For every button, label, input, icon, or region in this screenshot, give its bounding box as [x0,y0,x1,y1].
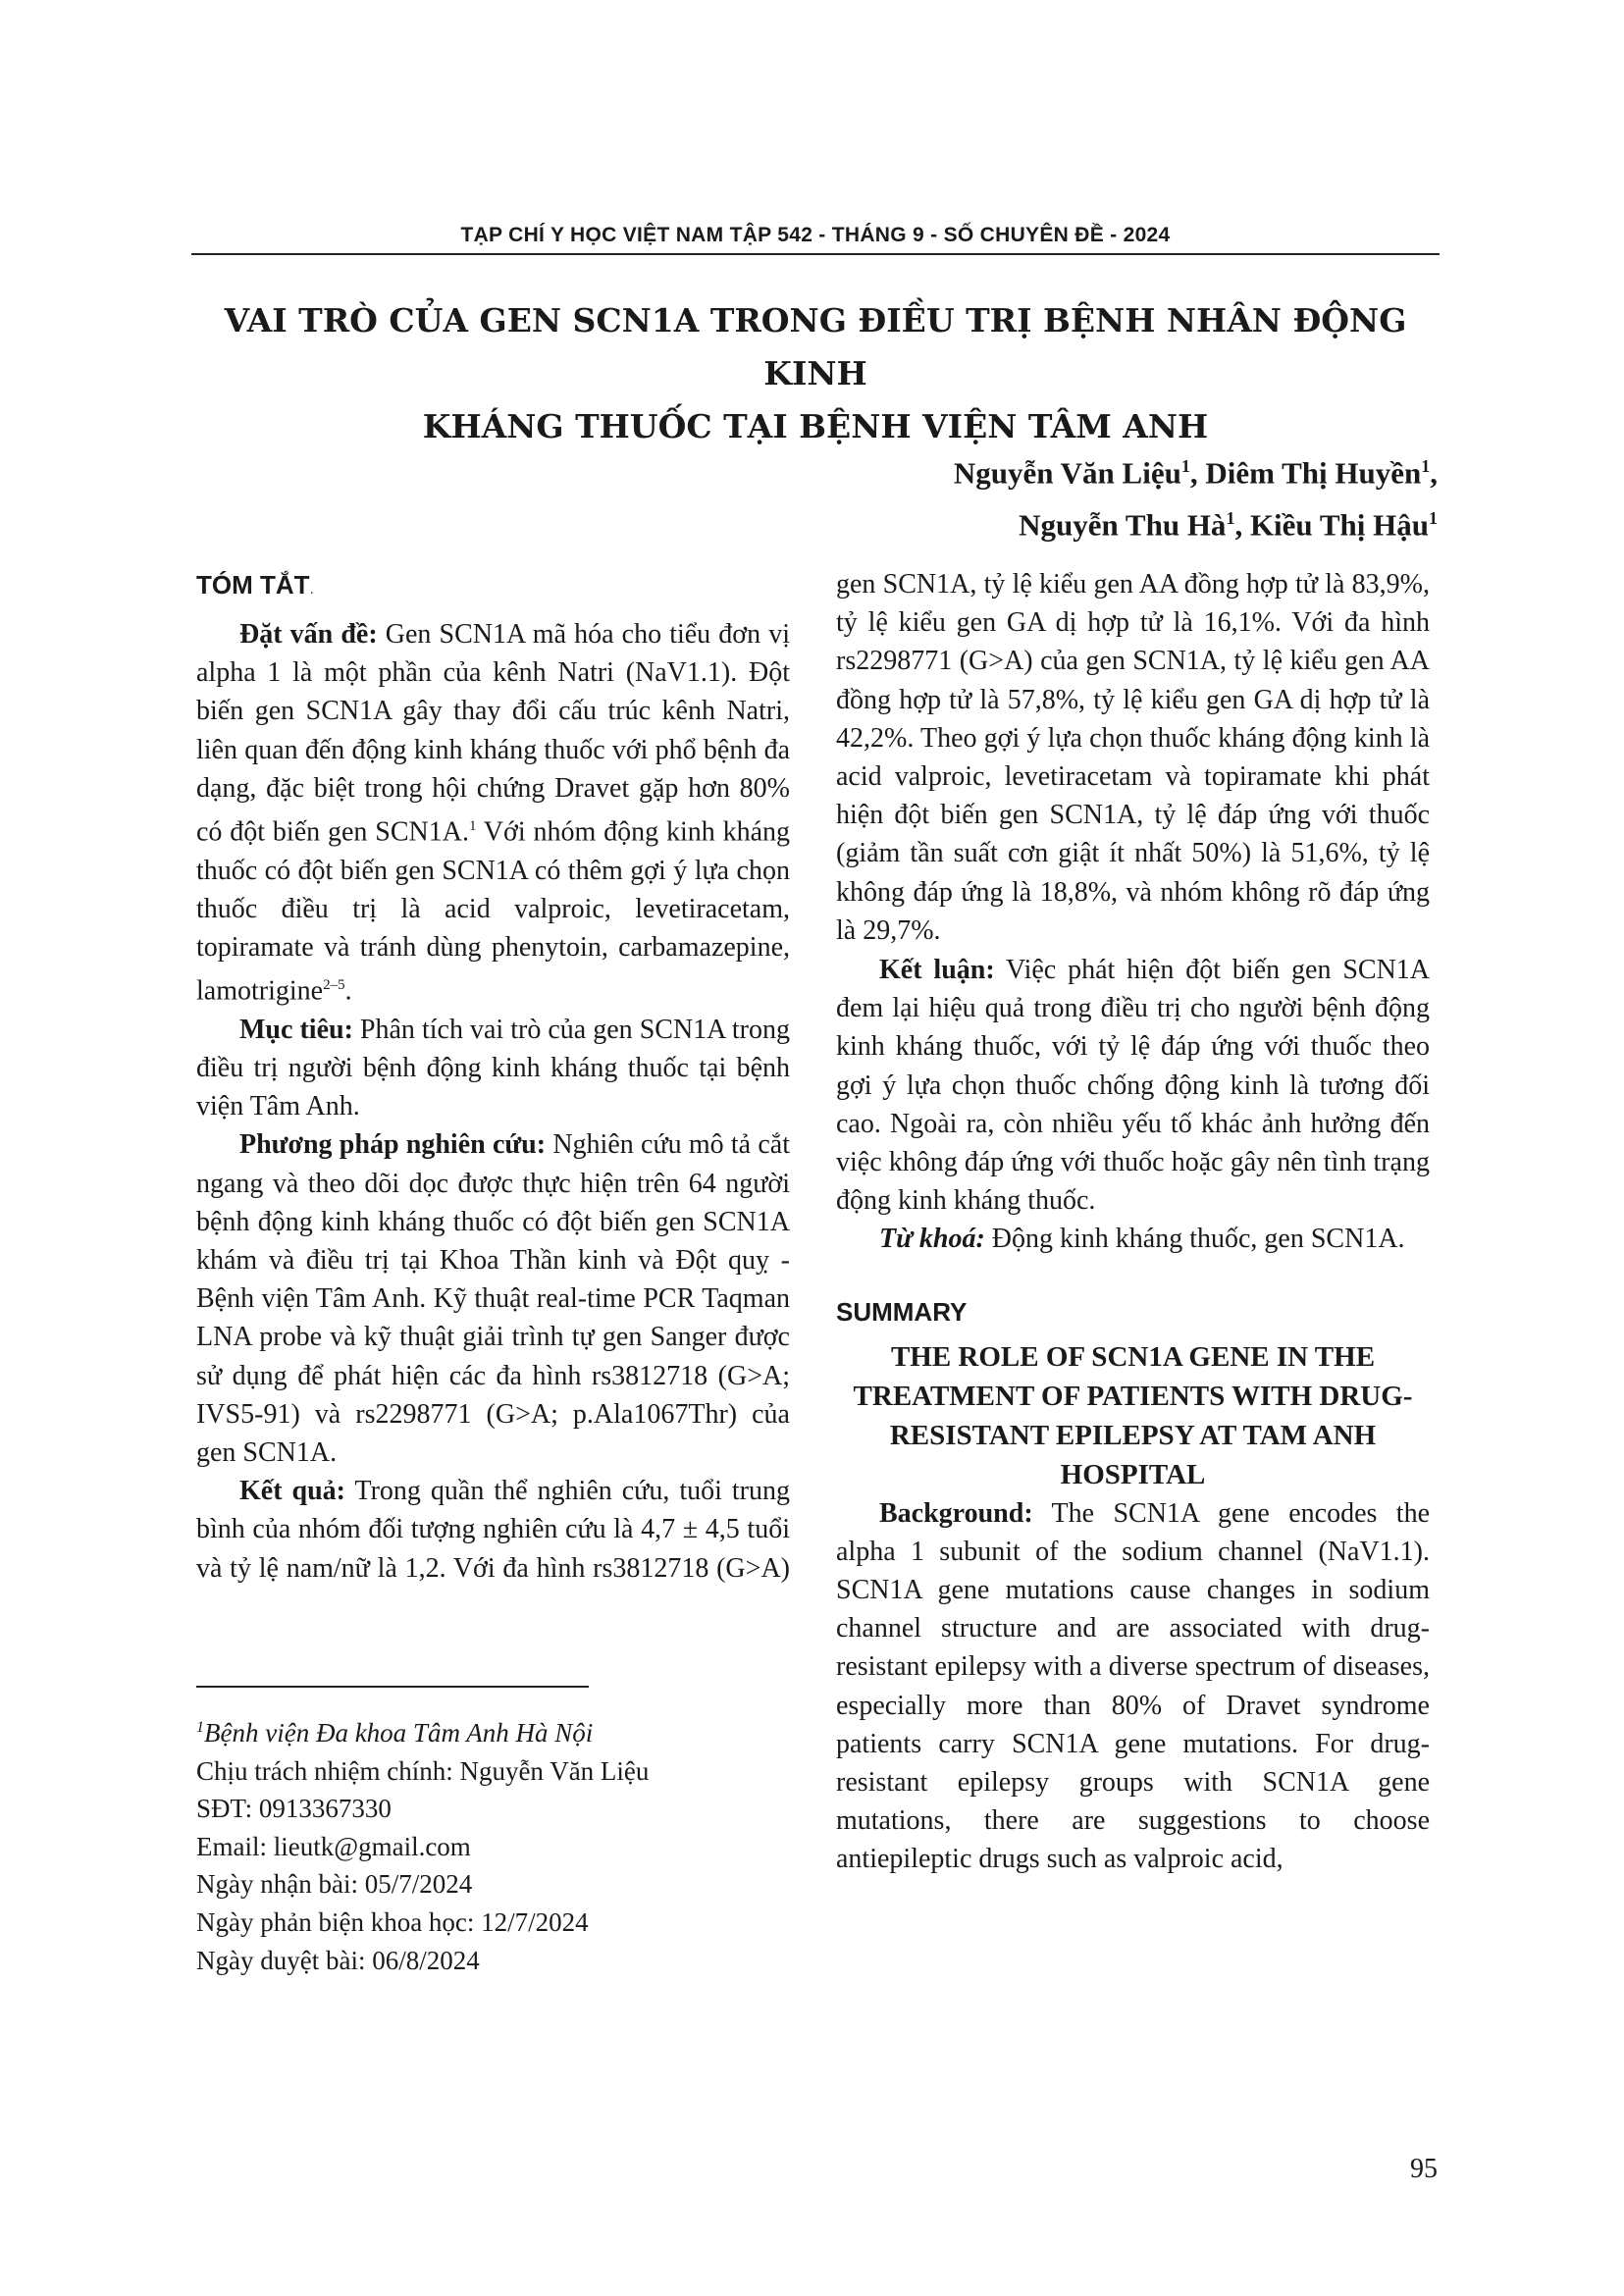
footnote-received: Ngày nhận bài: 05/7/2024 [196,1869,473,1900]
abstract-vi-keywords [836,1220,1430,1258]
footnote-reviewed: Ngày phản biện khoa học: 12/7/2024 [196,1906,589,1937]
abstract-vi-heading-dot: . [309,581,314,598]
author-name: Kiều Thị Hậu [1249,507,1429,543]
footnote-rule [196,1686,589,1688]
author-separator: , [1234,507,1250,543]
background-text: Gen SCN1A mã hóa cho tiểu đơn vị alpha 1 là một phần của kênh Natri (NaV1.1). Đột biến gen SCN1A gây thay đổi cấu trúc kênh Natri, liên quan đến động kinh kháng thuốc với phổ bệnh đa dạng, đặc biệt trong hội chứng Dravet gặp hơn 80% có đột biến gen SCN1A. [196,619,790,848]
author-affiliation-mark: 1 [1429,508,1438,529]
abstract-vi-results-continued [836,565,1430,950]
background-en-label: Background: [879,1497,1033,1529]
background-label: Đặt vấn đề: [239,619,378,650]
author-name: Diêm Thị Huyền [1205,455,1422,491]
author-line-1 [954,444,1438,496]
article-title-line-1: VAI TRÒ CỦA GEN SCN1A TRONG ĐIỀU TRỊ BỆNH NHÂN ĐỘNG KINH [224,301,1407,392]
article-title [191,294,1440,453]
footnote-affiliation [196,1709,805,1752]
summary-heading: SUMMARY [836,1296,968,1327]
abstract-vi-results [196,1472,790,1587]
article-title-line-2: KHÁNG THUỐC TẠI BỆNH VIỆN TÂM ANH [422,407,1209,445]
author-list [954,444,1438,548]
author-line-2 [954,496,1438,548]
keywords-label: Từ khoá: [879,1224,985,1255]
reference-marker: 1 [468,818,477,835]
abstract-vi-conclusion [836,951,1430,1220]
reference-marker: 2–5 [323,977,345,994]
right-column [836,565,1430,1879]
author-affiliation-mark: 1 [1226,508,1235,529]
author-name: Nguyễn Văn Liệu [953,455,1181,491]
author-name: Nguyễn Thu Hà [1019,507,1227,543]
footnote-responsible: Chịu trách nhiệm chính: Nguyễn Văn Liệu [196,1755,650,1786]
footnotes [196,1709,805,1979]
footnote-email: Email: lieutk@gmail.com [196,1831,471,1861]
english-title: THE ROLE OF SCN1A GENE IN THE TREATMENT OF PATIENTS WITH DRUG-RESISTANT EPILEPSY AT TAM ANH HOSPITAL [853,1340,1413,1490]
affiliation-text: Bệnh viện Đa khoa Tâm Anh Hà Nội [204,1718,594,1748]
methods-text: Nghiên cứu mô tả cắt ngang và theo dõi dọc được thực hiện trên 64 người bệnh động kinh kháng thuốc có đột biến gen SCN1A khám và điều trị tại Khoa Thần kinh và Đột quỵ - Bệnh viện Tâm Anh. Kỹ thuật real-time PCR Taqman LNA probe và kỹ thuật giải trình tự gen Sanger được sử dụng để phát hiện các đa hình rs3812718 (G>A; IVS5-91) và rs2298771 (G>A; p.Ala1067Thr) của gen SCN1A. [196,1129,790,1468]
author-separator: , [1189,455,1206,491]
results-continued [836,565,1430,951]
background-end: . [344,975,352,1007]
results-label: Kết quả: [239,1476,345,1507]
keywords-text: Động kinh kháng thuốc, gen SCN1A. [984,1224,1405,1255]
abstract-vi-heading [196,567,790,607]
page-number: 95 [1410,2154,1438,2184]
author-separator: , [1430,455,1438,491]
results-text: Trong quần thể nghiên cứu, tuổi trung bình của nhóm đối tượng nghiên cứu là 4,7 ± 4,5 tuổi và tỷ lệ nam/nữ là 1,2. Với đa hình rs3812718 (G>A) [196,1476,790,1584]
methods-label: Phương pháp nghiên cứu: [239,1129,547,1161]
background-text-2: Với nhóm động kinh kháng thuốc có đột biến gen SCN1A có thêm gợi ý lựa chọn thuốc điều trị là acid valproic, levetiracetam, topiramate và tránh dùng phenytoin, carbamazepine, lamotrigine [196,816,791,1007]
header-rule [191,253,1440,255]
abstract-vi-objective [196,1011,790,1126]
abstract-vi-methods [196,1125,790,1472]
abstract-en-background [836,1494,1430,1879]
abstract-vi-background [196,615,790,1011]
conclusion-text: Việc phát hiện đột biến gen SCN1A đem lại hiệu quả trong điều trị cho người bệnh động kinh kháng thuốc, với tỷ lệ đáp ứng với thuốc theo gợi ý lựa chọn thuốc chống động kinh là tương đối cao. Ngoài ra, còn nhiều yếu tố khác ảnh hưởng đến việc không đáp ứng với thuốc hoặc gây nên tình trạng động kinh kháng thuốc. [836,955,1431,1217]
footnote-accepted: Ngày duyệt bài: 06/8/2024 [196,1945,480,1975]
abstract-vi-heading-text: TÓM TẮT [196,570,310,600]
author-affiliation-mark: 1 [1421,456,1431,476]
background-en-text: The SCN1A gene encodes the alpha 1 subunit of the sodium channel (NaV1.1). SCN1A gene mutations cause changes in sodium channel structure and are associated with drug-resistant epilepsy with a diverse spectrum of diseases, especially more than 80% of Dravet syndrome patients carry SCN1A gene mutations. For drug-resistant epilepsy groups with SCN1A gene mutations, there are suggestions to choose antiepileptic drugs such as valproic acid, [836,1497,1430,1875]
journal-header: TẠP CHÍ Y HỌC VIỆT NAM TẬP 542 - THÁNG 9 - SỐ CHUYÊN ĐỀ - 2024 [460,224,1171,246]
left-column [196,567,790,1587]
author-affiliation-mark: 1 [1180,456,1190,476]
objective-label: Mục tiêu: [239,1014,353,1045]
footnote-phone: SĐT: 0913367330 [196,1794,392,1824]
objective-text: Phân tích vai trò của gen SCN1A trong điều trị người bệnh động kinh kháng thuốc tại bệnh viện Tâm Anh. [196,1014,790,1122]
affiliation-mark: 1 [196,1719,204,1736]
conclusion-label: Kết luận: [879,955,995,985]
results-text-continued: gen SCN1A, tỷ lệ kiểu gen AA đồng hợp tử là 83,9%, tỷ lệ kiểu gen GA dị hợp tử là 16,1%. Với đa hình rs2298771 (G>A) của gen SCN1A, tỷ lệ kiểu gen AA đồng hợp tử là 57,8%, tỷ lệ kiểu gen GA dị hợp tử là 42,2%. Theo gợi ý lựa chọn thuốc kháng động kinh là acid valproic, levetiracetam và topiramate khi phát hiện đột biến gen SCN1A, tỷ lệ đáp ứng với thuốc (giảm tần suất cơn giật ít nhất 50%) là 51,6%, tỷ lệ không đáp ứng là 18,8%, và nhóm không rõ đáp ứng là 29,7%. [836,569,1430,946]
